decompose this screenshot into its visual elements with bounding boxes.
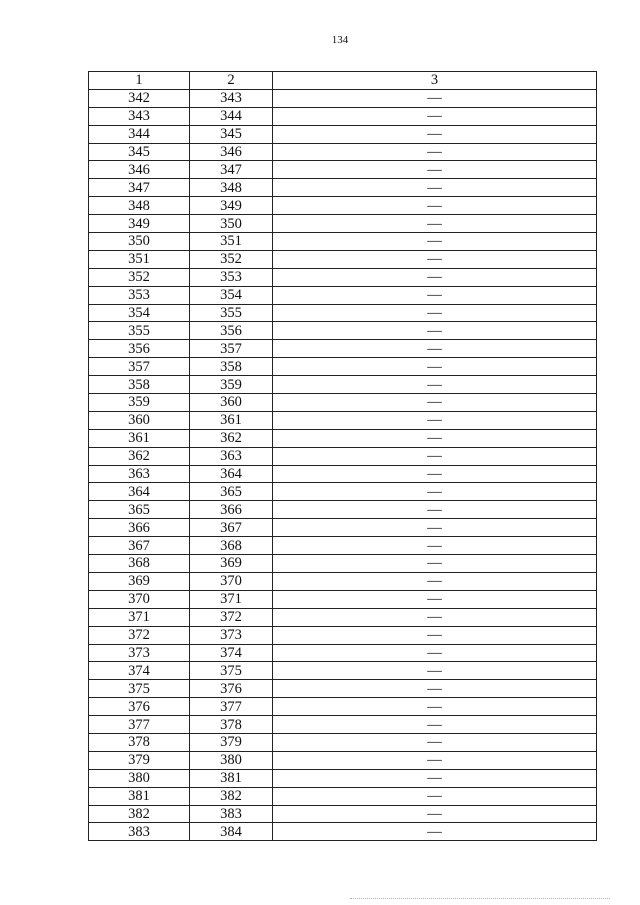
table-cell-col1: 352 [89,268,190,286]
table-cell-col2: 382 [190,787,273,805]
table-cell-col1: 356 [89,340,190,358]
table-row [89,197,597,215]
table-row [89,626,597,644]
table-row [89,233,597,251]
table-cell-col2: 358 [190,358,273,376]
table-cell-col3: — [273,411,597,429]
table-cell-col3: — [273,465,597,483]
table-cell-col2: 378 [190,716,273,734]
table-cell-col1: 358 [89,376,190,394]
table-cell-col3: — [273,429,597,447]
table-cell-col3: — [273,197,597,215]
table-cell-col1: 376 [89,698,190,716]
table-cell-col3: — [273,483,597,501]
table-row [89,107,597,125]
table-cell-col1: 365 [89,501,190,519]
table-cell-col1: 368 [89,555,190,573]
table-cell-col2: 383 [190,805,273,823]
table-cell-col1: 355 [89,322,190,340]
table-cell-col3: — [273,608,597,626]
table-cell-col1: 360 [89,411,190,429]
table-row [89,143,597,161]
table-row [89,411,597,429]
table-cell-col2: 368 [190,537,273,555]
table-cell-col2: 347 [190,161,273,179]
table-cell-col1: 366 [89,519,190,537]
table-cell-col1: 371 [89,608,190,626]
table-cell-col1: 343 [89,107,190,125]
table-row [89,304,597,322]
table-cell-col3: — [273,519,597,537]
table-cell-col1: 344 [89,125,190,143]
table-cell-col3: — [273,125,597,143]
table-cell-col2: 353 [190,268,273,286]
table-row [89,572,597,590]
table-cell-col1: 370 [89,590,190,608]
table-cell-col2: 371 [190,590,273,608]
table-cell-col1: 380 [89,769,190,787]
table-body [89,89,597,840]
table-cell-col2: 346 [190,143,273,161]
table-row [89,608,597,626]
table-cell-col3: — [273,626,597,644]
table-cell-col2: 367 [190,519,273,537]
page-number: 134 [331,34,349,46]
table-cell-col3: — [273,286,597,304]
table-row [89,125,597,143]
table-cell-col2: 348 [190,179,273,197]
table-row [89,680,597,698]
table-row [89,733,597,751]
table-cell-col3: — [273,680,597,698]
table-cell-col2: 354 [190,286,273,304]
table-cell-col1: 342 [89,89,190,107]
table-cell-col1: 345 [89,143,190,161]
table-cell-col1: 359 [89,394,190,412]
table-row [89,161,597,179]
table-row [89,483,597,501]
table-cell-col1: 362 [89,447,190,465]
table-cell-col2: 380 [190,751,273,769]
table-cell-col1: 383 [89,823,190,841]
table-row [89,286,597,304]
table-cell-col2: 379 [190,733,273,751]
table-cell-col2: 357 [190,340,273,358]
table-cell-col2: 369 [190,555,273,573]
table-cell-col3: — [273,769,597,787]
column-header-1: 1 [89,72,190,90]
table-row [89,805,597,823]
table-cell-col3: — [273,322,597,340]
table-cell-col2: 350 [190,215,273,233]
table-cell-col3: — [273,572,597,590]
table-cell-col1: 363 [89,465,190,483]
table-cell-col3: — [273,268,597,286]
table-cell-col2: 344 [190,107,273,125]
table-cell-col3: — [273,358,597,376]
table-cell-col2: 384 [190,823,273,841]
table-row [89,537,597,555]
table-cell-col1: 369 [89,572,190,590]
table-cell-col1: 364 [89,483,190,501]
table-cell-col2: 362 [190,429,273,447]
column-header-3: 3 [273,72,597,90]
table-row [89,322,597,340]
table-cell-col2: 377 [190,698,273,716]
data-table [88,71,597,841]
table-cell-col3: — [273,215,597,233]
table-cell-col2: 370 [190,572,273,590]
table-cell-col2: 363 [190,447,273,465]
table-cell-col2: 343 [190,89,273,107]
column-header-2: 2 [190,72,273,90]
table-row [89,769,597,787]
table-cell-col1: 382 [89,805,190,823]
table-row [89,179,597,197]
table-cell-col3: — [273,751,597,769]
table-row [89,268,597,286]
table-cell-col2: 376 [190,680,273,698]
table-cell-col2: 360 [190,394,273,412]
table-cell-col1: 379 [89,751,190,769]
table-cell-col1: 354 [89,304,190,322]
table-row [89,340,597,358]
table-cell-col2: 351 [190,233,273,251]
table-cell-col2: 352 [190,250,273,268]
table-cell-col1: 347 [89,179,190,197]
table-cell-col2: 356 [190,322,273,340]
table-cell-col3: — [273,590,597,608]
table-cell-col3: — [273,394,597,412]
table-row [89,358,597,376]
table-cell-col3: — [273,787,597,805]
table-cell-col3: — [273,501,597,519]
table-cell-col1: 367 [89,537,190,555]
table-cell-col3: — [273,823,597,841]
table-cell-col1: 350 [89,233,190,251]
table-cell-col2: 381 [190,769,273,787]
table-cell-col2: 361 [190,411,273,429]
table-cell-col3: — [273,447,597,465]
table-cell-col3: — [273,537,597,555]
table-cell-col2: 359 [190,376,273,394]
table-row [89,376,597,394]
table-cell-col1: 375 [89,680,190,698]
table-cell-col2: 366 [190,501,273,519]
table-cell-col2: 355 [190,304,273,322]
table-cell-col3: — [273,233,597,251]
table-cell-col3: — [273,733,597,751]
table-row [89,519,597,537]
table-cell-col3: — [273,304,597,322]
table-row [89,716,597,734]
footer-marks [350,898,610,902]
table-cell-col3: — [273,340,597,358]
table-cell-col1: 349 [89,215,190,233]
table-cell-col2: 364 [190,465,273,483]
table-row [89,823,597,841]
table-cell-col1: 348 [89,197,190,215]
table-row [89,644,597,662]
table-cell-col2: 349 [190,197,273,215]
table-cell-col1: 377 [89,716,190,734]
table-cell-col3: — [273,143,597,161]
table-cell-col1: 361 [89,429,190,447]
table-cell-col2: 345 [190,125,273,143]
table-cell-col3: — [273,179,597,197]
table-row [89,662,597,680]
table-cell-col3: — [273,662,597,680]
table-row [89,751,597,769]
table-cell-col3: — [273,698,597,716]
table-cell-col3: — [273,89,597,107]
table-row [89,89,597,107]
table-row [89,698,597,716]
table-row [89,429,597,447]
table-header-row [89,72,597,90]
table-cell-col1: 353 [89,286,190,304]
table-cell-col1: 374 [89,662,190,680]
table-row [89,590,597,608]
table-cell-col1: 381 [89,787,190,805]
table-row [89,250,597,268]
table-row [89,555,597,573]
table-cell-col1: 378 [89,733,190,751]
table-cell-col3: — [273,555,597,573]
table-cell-col2: 372 [190,608,273,626]
table-cell-col2: 365 [190,483,273,501]
table-cell-col3: — [273,716,597,734]
table-cell-col2: 375 [190,662,273,680]
table-cell-col3: — [273,250,597,268]
table-row [89,447,597,465]
table-row [89,501,597,519]
table-cell-col1: 351 [89,250,190,268]
table-cell-col1: 373 [89,644,190,662]
table-cell-col3: — [273,107,597,125]
table-cell-col2: 374 [190,644,273,662]
table-cell-col3: — [273,805,597,823]
table-cell-col2: 373 [190,626,273,644]
table-row [89,465,597,483]
table-cell-col3: — [273,644,597,662]
table-row [89,787,597,805]
table-cell-col1: 346 [89,161,190,179]
table-cell-col3: — [273,161,597,179]
table-row [89,215,597,233]
table-cell-col1: 372 [89,626,190,644]
table-cell-col3: — [273,376,597,394]
table-row [89,394,597,412]
table-cell-col1: 357 [89,358,190,376]
